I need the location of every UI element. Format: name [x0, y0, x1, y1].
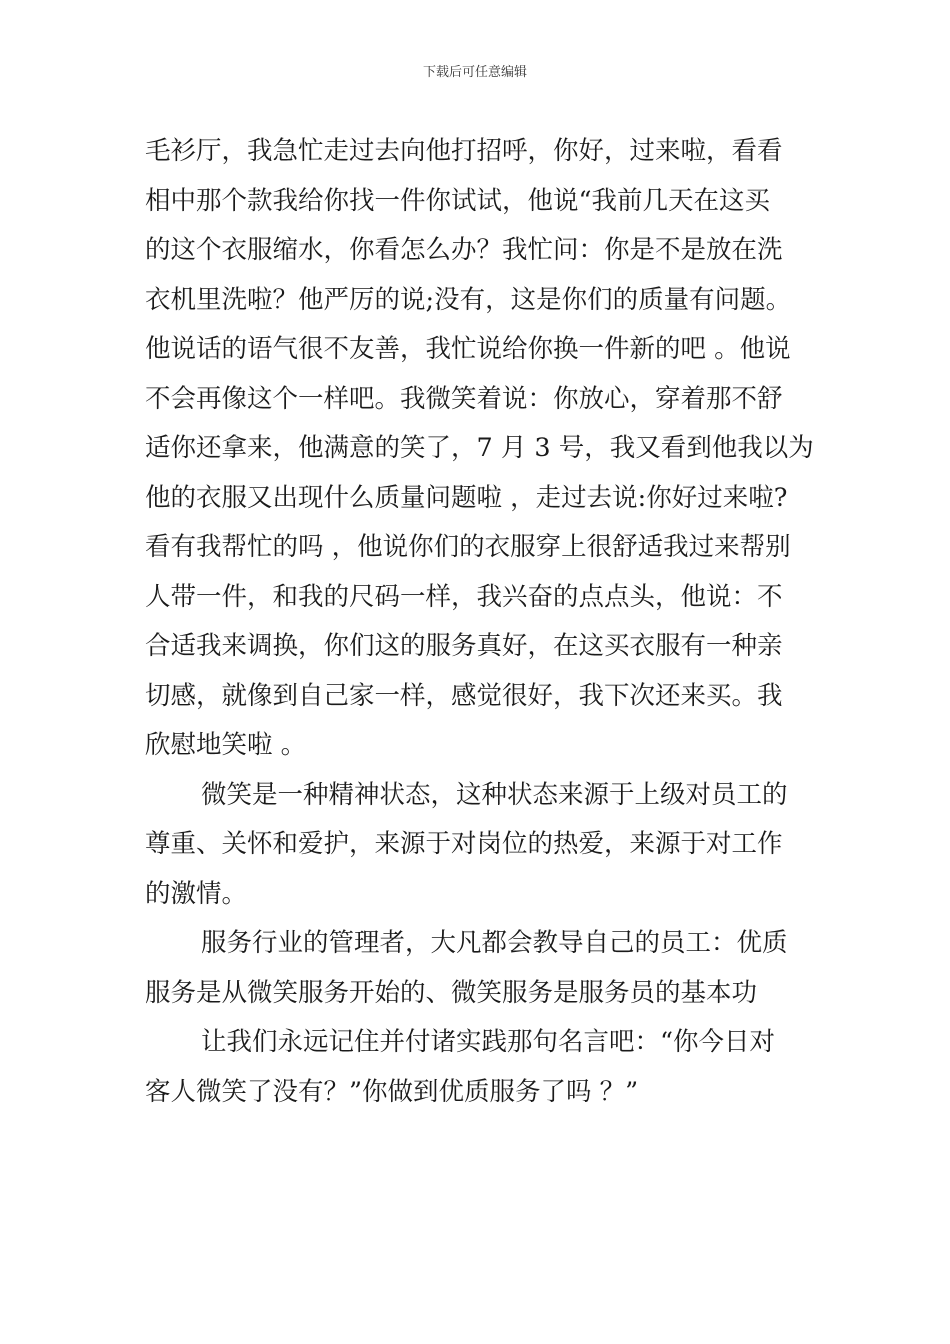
page-header: 下载后可任意编辑: [422, 65, 527, 80]
text-line: 不会再像这个一样吧。我微笑着说：你放心，穿着那不舒: [145, 383, 783, 414]
text-line: 客人微笑了没有？”你做到优质服务了吗 ？”: [145, 1076, 639, 1107]
paragraph-2: [145, 771, 815, 920]
text-line: 让我们永远记住并付诸实践那句名言吧：“你今日对: [201, 1027, 776, 1057]
text-line: 衣机里洗啦？他严厉的说;没有，这是你们的质量有问题。: [145, 284, 792, 315]
text-line: 相中那个款我给你找一件你试试，他说“我前几天在这买: [145, 185, 771, 216]
text-line: 他说话的语气很不友善，我忙说给你换一件新的吧 。他说: [145, 334, 791, 364]
text-line: 毛衫厅，我急忙走过去向他打招呼，你好，过来啦，看看: [145, 136, 783, 166]
text-line: 尊重、关怀和爱护，来源于对岗位的热爱，来源于对工作: [145, 829, 783, 859]
text-line: 服务是从微笑服务开始的、微笑服务是服务员的基本功: [145, 977, 758, 1008]
document-body: [145, 127, 815, 1117]
paragraph-3: [145, 919, 815, 1018]
text-line: 他的衣服又出现什么质量问题啦 ，走过去说:你好过来啦?: [145, 482, 788, 513]
paragraph-4: [145, 1018, 815, 1117]
text-line: 的这个衣服缩水，你看怎么办？我忙问：你是不是放在洗: [145, 235, 783, 265]
text-line: 切感，就像到自己家一样，感觉很好，我下次还来买。我: [145, 680, 783, 711]
text-line: 欣慰地笑啦 。: [145, 730, 307, 760]
text-line: 微笑是一种精神状态，这种状态来源于上级对员工的: [201, 779, 788, 810]
text-line: 合适我来调换，你们这的服务真好，在这买衣服有一种亲: [145, 631, 783, 661]
text-line: 服务行业的管理者，大凡都会教导自己的员工：优质: [201, 928, 788, 958]
text-line: 人带一件，和我的尺码一样，我兴奋的点点头，他说：不: [145, 581, 783, 612]
paragraph-1: [145, 127, 815, 771]
text-line: 适你还拿来，他满意的笑了，7 月 3 号，我又看到他我以为: [145, 433, 814, 463]
text-line: 的激情。: [145, 878, 248, 909]
text-line: 看有我帮忙的吗 ，他说你们的衣服穿上很舒适我过来帮别: [145, 532, 791, 562]
